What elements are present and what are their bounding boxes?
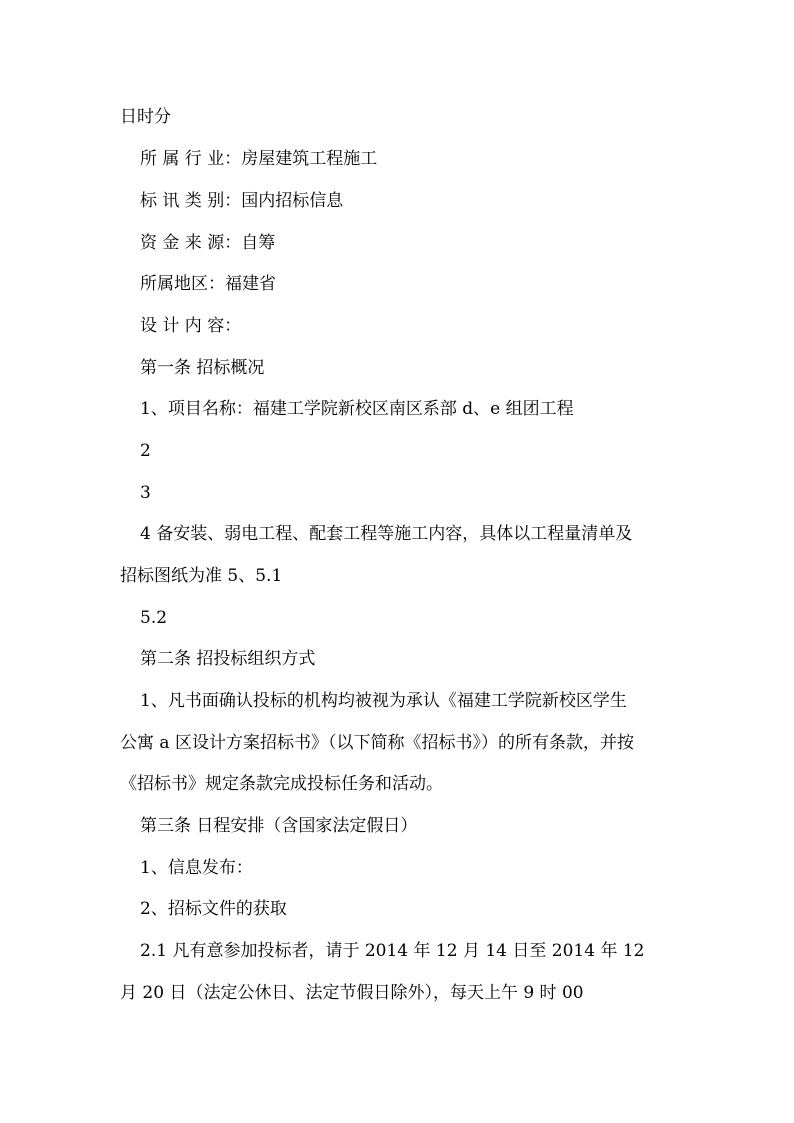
section-heading-2: 第二条 招投标组织方式 [140,649,316,669]
text-line-item-5-2: 5.2 [140,608,168,628]
text-line-design-content: 设 计 内 容： [140,316,242,336]
paragraph-line-3: 《招标书》规定条款完成投标任务和活动。 [120,774,443,794]
text-line-item-4-cont: 招标图纸为准 5、5.1 [120,566,283,586]
text-line-item-3: 3 [140,483,151,503]
section-heading-3: 第三条 日程安排（含国家法定假日） [140,816,418,836]
text-line-doc-acquire: 2、招标文件的获取 [140,899,287,919]
text-line-industry: 所 属 行 业：房屋建筑工程施工 [140,149,378,169]
paragraph-line-1: 1、凡书面确认投标的机构均被视为承认《福建工学院新校区学生 [140,691,627,711]
text-line-item-2: 2 [140,441,151,461]
section-heading-1: 第一条 招标概况 [140,358,265,378]
text-line-bid-type: 标 讯 类 别：国内招标信息 [140,191,344,211]
paragraph-line-2: 公寓 a 区设计方案招标书》（以下简称《招标书》）的所有条款，并按 [120,733,634,753]
text-line-2-1-cont: 月 20 日（法定公休日、法定节假日除外），每天上午 9 时 00 [120,983,584,1003]
text-line-project-name: 1、项目名称：福建工学院新校区南区系部 d、e 组团工程 [140,399,574,419]
text-line-time: 日时分 [120,107,171,127]
text-line-item-4: 4 备安装、弱电工程、配套工程等施工内容，具体以工程量清单及 [140,524,633,544]
text-line-info-release: 1、信息发布： [140,858,253,878]
text-line-fund-source: 资 金 来 源：自筹 [140,233,276,253]
text-line-2-1: 2.1 凡有意参加投标者，请于 2014 年 12 月 14 日至 2014 年 12 [140,941,645,961]
text-line-region: 所属地区：福建省 [140,274,276,294]
